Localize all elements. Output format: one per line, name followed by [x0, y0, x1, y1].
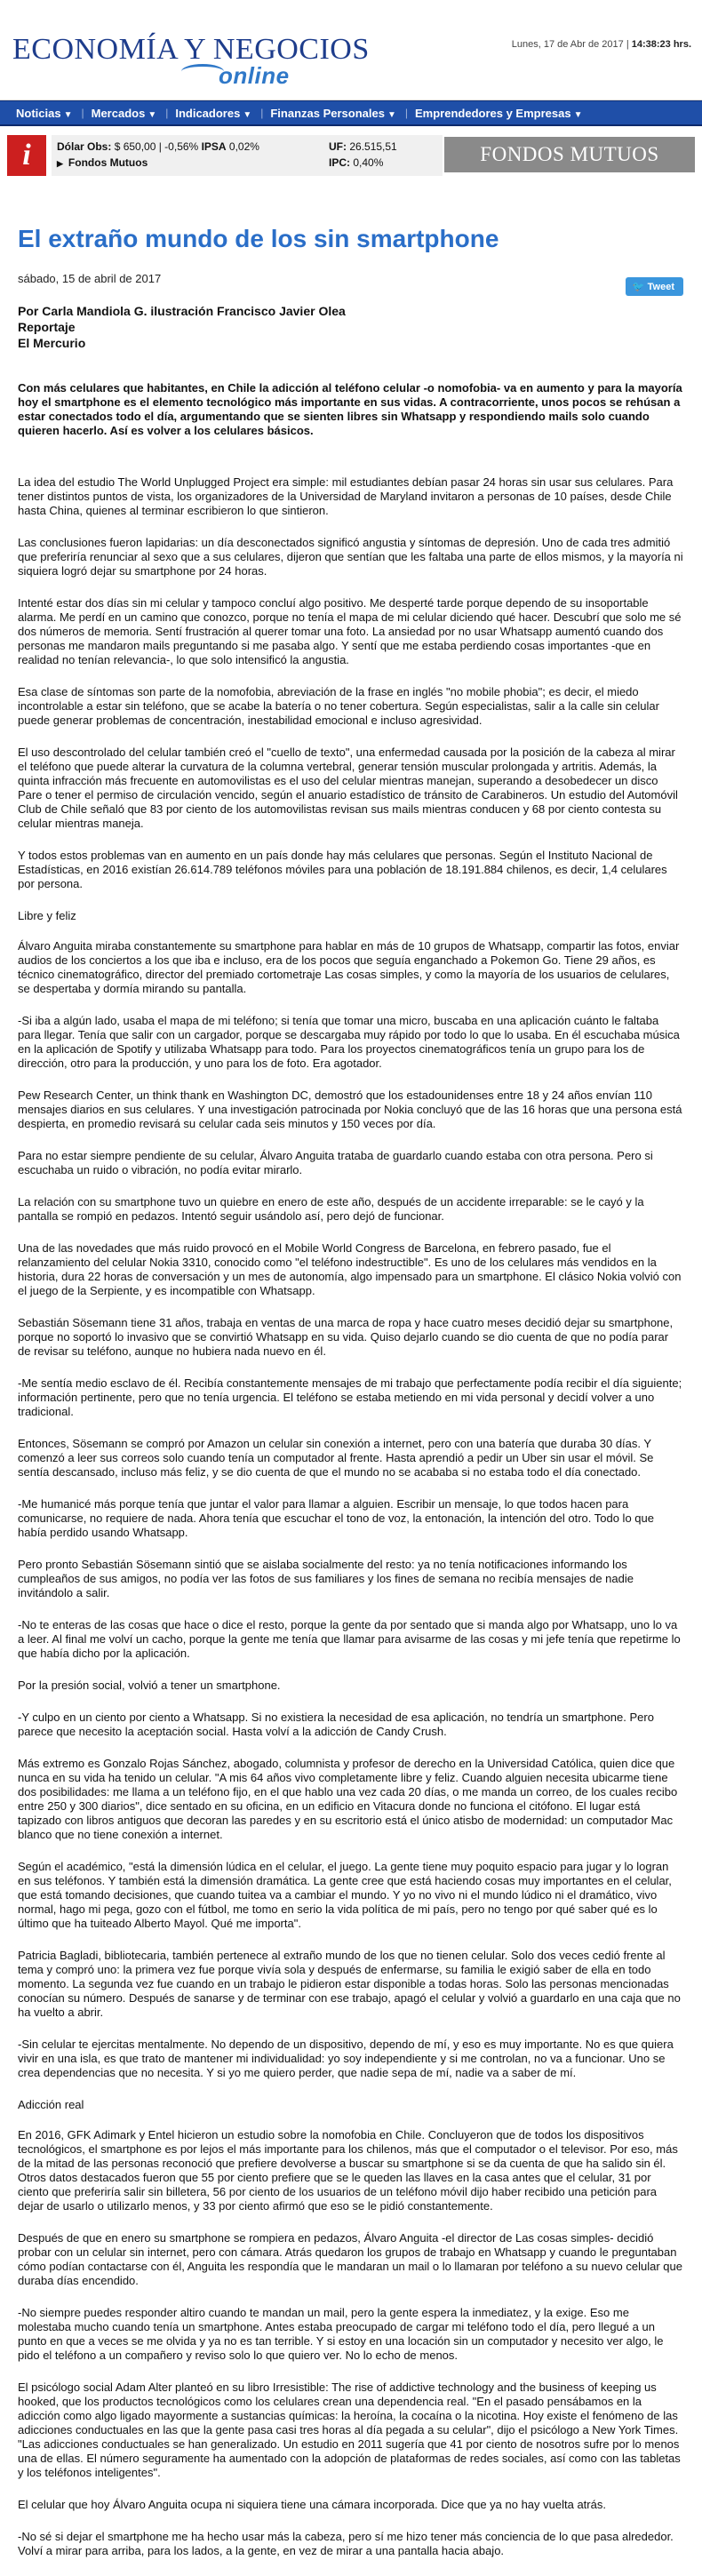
logo-main-text: ECONOMÍA Y NEGOCIOS — [12, 33, 370, 66]
nav-item-label: Mercados — [91, 106, 146, 120]
dolar-label: Dólar Obs: — [57, 140, 112, 153]
article-paragraph: Más extremo es Gonzalo Rojas Sánchez, abogado, columnista y profesor de derecho en la Universidad Católica, quien dice que nunca en su vida ha tenido un celular. "A mis 64 años vivo completamente libre y feliz. Cuando alguien necesita ubicarme tiene dos posibilidades: me llama a un teléfono fijo, en el que hablo una vez cada 20 días, o me manda un correo, de los cuales recibo entre 250 y 300 diarios", dice sentado en su oficina, en un edificio en Vitacura donde no funciona el citófono. El lugar está tapizado con libros antiguos que decoran las paredes y en su escritorio está el único atisbo de modernidad: un computador Mac blanco que no tiene conexión a internet. — [18, 1757, 678, 1841]
article-paragraph: Patricia Bagladi, bibliotecaria, también pertenece al extraño mundo de los que no tienen celular. Solo dos veces cedió frente al tema y compró uno: la primera vez fue porque vivía sola y después de enfermarse, su familia le exigió saber de ella en todo momento. La segunda vez fue cuando en un trabajo le pidieron estar disponible a todas horas. Solo las personas mencionadas conocían su número. Después de sanarse y de terminar con ese trabajo, apagó el celular y volvió a guardarlo en una caja que no ha vuelto a abrir. — [18, 1949, 681, 2019]
article-paragraph: Para no estar siempre pendiente de su celular, Álvaro Anguita trataba de guardarlo cuando estaba con otra persona. Pero si escuchaba un ruido o vibración, no podía evitar mirarlo. — [18, 1149, 653, 1176]
article-paragraph: Intenté estar dos días sin mi celular y tampoco concluí algo positivo. Me desperté tarde porque dependo de su insoportable alarma. Me perdí en un camino que conozco, porque no tenía el mapa de mi celular diciendo qué hacer. Descubrí que solo me sé dos números de memoria. Sentí frustración al querer tomar una foto. La ansiedad por no usar Whatsapp aumentó cuando dos personas me mandaron mails preguntando si me pasaba algo. Y sentí que me estaba perdiendo cosas importantes -que en realidad no tenían relevancia-, lo que solo intensificó la angustia. — [18, 596, 682, 666]
byline-author: Por Carla Mandiola G. ilustración Francisco Javier Olea — [18, 304, 346, 318]
nav-item-label: Emprendedores y Empresas — [415, 106, 571, 120]
logo-sub-text: online — [219, 62, 290, 89]
article-paragraph: El psicólogo social Adam Alter planteó en su libro Irresistible: The rise of addictive technology and the business of keeping us hooked, que los productos tecnológicos como los celulares crean una dependencia real. "En el pasado pensábamos en la adicción como algo ligado mayormente a sustancias químicas: la heroína, la cocaína o la nicotina. Hoy existe el fenómeno de las adicciones conductuales en las que la gente pasa casi tres horas al día pegada a su celular", dijo el psicólogo a New York Times. "Las adicciones conductuales se han generalizado. Un estudio en 2011 sugería que 41 por ciento de nosotros sufre por lo menos una de ellas. El número seguramente ha aumentado con la adopción de plataformas de redes sociales, así como con las tabletas y los teléfonos inteligentes". — [18, 2381, 681, 2479]
nav-separator: | — [165, 107, 169, 119]
article-byline — [18, 303, 684, 351]
ipsa-label: IPSA — [201, 140, 227, 153]
ticker-right — [329, 139, 397, 171]
tweet-button[interactable] — [626, 277, 683, 296]
nav-item-label: Finanzas Personales — [270, 106, 385, 120]
article-paragraph: El celular que hoy Álvaro Anguita ocupa ni siquiera tiene una cámara incorporada. Dice que ya no hay vuelta atrás. — [18, 2498, 606, 2511]
ipc-value: 0,40% — [353, 156, 384, 169]
article-paragraph: -No siempre puedes responder altiro cuando te mandan un mail, pero la gente espera la inmediatez, y la exige. Eso me molestaba mucho cuando tenía un smartphone. Antes estaba preocupado de cargar mi teléfono todo el día, pero llegué a un punto en que a veces se me olvida y ya no es tan terrible. Y si estoy en una locación sin un computador y necesito ver algo, le pido el teléfono a un compañero y reviso solo lo que quiero ver. No lo echo de menos. — [18, 2306, 664, 2362]
byline-section: Reportaje — [18, 320, 76, 334]
article-paragraph: Pero pronto Sebastián Sösemann sintió que se aislaba socialmente del resto: ya no tenía notificaciones informando los cumpleaños de sus amigos, no podía ver las fotos de sus familiares y los fines de semana no recibía mensajes de nadie invitándolo a salir. — [18, 1558, 634, 1599]
article-paragraph: -Me humanicé más porque tenía que juntar el valor para llamar a alguien. Escribir un mensaje, lo que todos hacen para comunicarse, no requiere de nada. Ahora tenía que escuchar el tono de voz, la entonación, la intención del otro. Todo lo que había perdido usando Whatsapp. — [18, 1497, 654, 1539]
fondos-mutuos-link[interactable] — [57, 155, 259, 171]
article-paragraph: -Y culpo en un ciento por ciento a Whatsapp. Si no existiera la necesidad de esa aplicación, no tendría un smartphone. Pero parece que necesito la aceptación social. Hasta volví a la adicción de Candy Crush. — [18, 1711, 654, 1738]
byline-source: El Mercurio — [18, 336, 86, 350]
article-date: sábado, 15 de abril de 2017 — [18, 272, 162, 285]
site-header — [0, 0, 702, 100]
ipc-label: IPC: — [329, 156, 350, 169]
nav-item-label: Noticias — [16, 106, 61, 120]
article-paragraph: -Si iba a algún lado, usaba el mapa de mi teléfono; si tenía que tomar una micro, buscaba en una aplicación cuánto le faltaba para llegar. Tenía que salir con un cargador, porque se descargaba muy rápido por todo lo que lo usaba. En él escuchaba música en la aplicación de Spotify y utilizaba Whatsapp para todo. Para los proyectos cinematográficos tenía un grupo para los de dirección, otro para la producción, y uno para los de foto. Era agotador. — [18, 1014, 680, 1070]
ipsa-value: 0,02% — [228, 140, 259, 153]
nav-item-finanzas-personales[interactable] — [263, 107, 405, 120]
fondos-mutuos-label: Fondos Mutuos — [68, 156, 148, 169]
uf-value: 26.515,51 — [349, 140, 397, 153]
ticker-body — [52, 135, 443, 176]
ticker-row-ipc — [329, 155, 397, 171]
nav-separator: | — [260, 107, 264, 119]
date-separator: | — [626, 39, 632, 50]
article-paragraph: Esa clase de síntomas son parte de la nomofobia, abreviación de la frase en inglés "no mobile phobia"; es decir, el miedo incontrolable a estar sin teléfono, que se acabe la batería o no tener cobertura. Según especialistas, salir a la calle sin celular puede generar problemas de concentración, inestabilidad emocional e incluso agresividad. — [18, 685, 659, 727]
article-lead: Con más celulares que habitantes, en Chile la adicción al teléfono celular -o nomofobia- va en aumento y para la mayoría hoy el smartphone es el elemento tecnológico más importante en sus vidas. A contracorriente, unos pocos se rehúsan a estar conectados todo el día, argumentando que se sienten libres sin Whatsapp y respondiendo mails solo cuando quieren hacerlo. Así es volver a los celulares básicos. — [18, 381, 682, 437]
logo-swash — [181, 64, 224, 79]
chevron-down-icon: ▼ — [63, 109, 73, 120]
chevron-down-icon: ▼ — [387, 109, 396, 120]
article-body — [18, 475, 684, 2558]
nav-item-mercados[interactable] — [84, 106, 169, 120]
nav-item-label: Indicadores — [175, 106, 241, 120]
nav-separator: | — [404, 107, 408, 119]
article-paragraph: Y todos estos problemas van en aumento en un país donde hay más celulares que personas. Según el Instituto Nacional de Estadísticas, en 2016 existían 26.614.789 teléfonos móviles para una población de 18.191.884 chilenos, es decir, 1,4 celulares por persona. — [18, 849, 667, 890]
article-paragraph: -No te enteras de las cosas que hace o dice el resto, porque la gente da por sentado que si manda algo por Whatsapp, uno lo va a leer. Al final me volví un cacho, porque la gente me tenía que llamar para avisarme de las cosas y mi jefe tenía que repetirme lo que había dicho por la aplicación. — [18, 1618, 681, 1660]
article-paragraph: -Me sentía medio esclavo de él. Recibía constantemente mensajes de mi trabajo que perfectamente podía recibir el día siguiente; información pertinente, pero que no tenía urgencia. El teléfono se estaba metiendo en mi vida personal y decidí volver a uno tradicional. — [18, 1376, 682, 1418]
info-icon[interactable]: i — [7, 135, 46, 176]
subhead-adiccion-real: Adicción real — [18, 2098, 84, 2111]
article-paragraph: Después de que en enero su smartphone se rompiera en pedazos, Álvaro Anguita -el director de Las cosas simples- decidió probar con un celular sin internet, pero con cámara. Atrás quedaron los grupos de trabajo en Whatsapp y cuando le preguntaban cómo podían contactarse con él, Anguita les respondía que le mandaran un mail o lo llamaran por teléfono a su nuevo celular que duraba días encendido. — [18, 2231, 682, 2287]
chevron-down-icon: ▼ — [148, 109, 157, 120]
article-paragraph: Sebastián Sösemann tiene 31 años, trabaja en ventas de una marca de ropa y hace cuatro meses decidió dejar su smartphone, porque no soportó lo invasivo que se convirtió Whatsapp en su vida. Quiso dejarlo cuando se dio cuenta de que no podía parar de revisar su teléfono, aunque no hubiera nada nuevo en él. — [18, 1316, 674, 1358]
article-paragraph: -No sé si dejar el smartphone me ha hecho usar más la cabeza, pero sí me hizo tener más conciencia de lo que pasa alrededor. Volví a mirar para arriba, para los lados, a la gente, en vez de mirar a una pantalla hacia abajo. — [18, 2530, 674, 2557]
main-nav — [0, 100, 702, 126]
article-paragraph: -Sin celular te ejercitas mentalmente. No dependo de un dispositivo, dependo de mí, y eso es muy importante. No es que quiera vivir en una isla, es que trato de mantener mi individualidad: yo soy independiente y si me controlan, no va a funcionar. Uno se crea dependencias que no necesita. Y si yo me quiero perder, que nadie sepa de mí, nadie va a saber de mí. — [18, 2038, 674, 2079]
nav-item-emprendedores[interactable] — [408, 107, 591, 120]
caret-right-icon: ▶ — [57, 159, 63, 168]
date-line — [512, 39, 691, 50]
article-paragraph: Álvaro Anguita miraba constantemente su smartphone para hablar en más de 10 grupos de Whatsapp, compartir las fotos, enviar audios de los conciertos a los que iba e incluso, era de los pocos que seguía enganchado a Pokemon Go. Tiene 29 años, es técnico cinematográfico, director del premiado cortometraje Las cosas simples, y como la mayoría de los usuarios de celulares, se despertaba y dormía mirando su pantalla. — [18, 939, 680, 995]
fondos-mutuos-banner[interactable]: FONDOS MUTUOS — [444, 137, 695, 172]
article — [0, 224, 702, 2558]
article-paragraph: El uso descontrolado del celular también creó el "cuello de texto", una enfermedad causada por la posición de la cabeza al mirar el teléfono que puede alterar la curvatura de la columna vertebral, generar tensión muscular prolongada y artritis. Además, la quinta infracción más frecuente en automovilistas es el uso del celular mientras manejan, superando a desobedecer un disco Pare o tener el permiso de circulación vencido, según el anuario estadístico de tránsito de Carabineros. Un estudio del Automóvil Club de Chile señaló que 83 por ciento de los automovilistas revisan sus mails mientras conducen y 68 por ciento contesta su celular mientras maneja. — [18, 746, 678, 830]
ticker-row-uf — [329, 139, 397, 155]
article-section-libre — [18, 939, 684, 2080]
nav-separator: | — [81, 107, 84, 119]
chevron-down-icon: ▼ — [573, 109, 583, 120]
current-time: 14:38:23 hrs. — [631, 39, 691, 50]
site-logo[interactable] — [12, 33, 370, 89]
article-paragraph: En 2016, GFK Adimark y Entel hicieron un estudio sobre la nomofobia en Chile. Concluyeron que de todos los dispositivos tecnológicos, el smartphone es por lejos el más importante para los chilenos, más que el computador o el televisor. Por eso, más de la mitad de las personas reconoció que prefiere devolverse a buscar su smartphone si se da cuenta de que ha salido sin él. Otros datos destacados fueron que 55 por ciento prefiere que se le queden las llaves en la casa antes que el celular, 31 por ciento que preferiría salir sin billetera, 56 por ciento de los usuarios de un teléfono móvil dijo haber recibido una petición para dejar de usarlo o utilizarlo menos, y 33 por ciento afirmó que eso se le pidió constantemente. — [18, 2128, 678, 2213]
ticker-row-dolar — [57, 139, 259, 155]
uf-label: UF: — [329, 140, 347, 153]
article-title: El extraño mundo de los sin smartphone — [18, 225, 499, 252]
article-paragraph: Por la presión social, volvió a tener un smartphone. — [18, 1679, 281, 1692]
article-paragraph: Las conclusiones fueron lapidarias: un día desconectados significó angustia y síntomas de depresión. Uno de cada tres admitió que preferiría renunciar al sexo que a sus celulares, dijeron que sentían que les faltaba una parte de ellos mismos, y la mayoría ni siquiera logró dejar su smartphone por 24 horas. — [18, 536, 683, 578]
article-paragraph: Pew Research Center, un think thank en Washington DC, demostró que los estadounidenses entre 18 y 24 años envían 110 mensajes diarios en sus celulares. Y una investigación patrocinada por Nokia concluyó que de las 16 horas que una persona está despierta, en promedio revisará su celular cada seis minutos y 150 veces por día. — [18, 1089, 682, 1130]
nav-item-noticias[interactable] — [9, 107, 81, 120]
article-paragraph: La relación con su smartphone tuvo un quiebre en enero de este año, después de un accidente irreparable: se le cayó y la pantalla se rompió en pedazos. Intentó seguir usándolo así, pero dejó de funcionar. — [18, 1195, 644, 1223]
ticker-left — [57, 139, 259, 171]
article-paragraph: Una de las novedades que más ruido provocó en el Mobile World Congress de Barcelona, en febrero pasado, fue el relanzamiento del celular Nokia 3310, conocido como "el teléfono indestructible". Es uno de los celulares más vendidos en la historia, dura 22 horas de conversación y un mes de autonomía, algo impensado para un smartphone. El clásico Nokia volvió con el juego de la Serpiente, y es incompatible con Whatsapp. — [18, 1241, 682, 1297]
chevron-down-icon: ▼ — [243, 109, 252, 120]
current-date: Lunes, 17 de Abr de 2017 — [511, 39, 624, 50]
article-paragraph: La idea del estudio The World Unplugged Project era simple: mil estudiantes debían pasar 24 horas sin usar sus celulares. Para tener distintos puntos de vista, los organizadores de la Universidad de Maryland invitaron a personas de 10 países, desde Chile hasta China, quienes al terminar escribieron lo que sintieron. — [18, 475, 674, 517]
tweet-label: Tweet — [647, 282, 674, 292]
article-section-adiccion — [18, 2128, 684, 2558]
subhead-libre-y-feliz: Libre y feliz — [18, 909, 76, 922]
article-paragraph: Según el académico, "está la dimensión lúdica en el celular, el juego. La gente tiene muy poquito espacio para jugar y lo logran en sus teléfonos. Y también está la dimensión dramática. La gente cree que está haciendo cosas muy importantes en el celular, que está tomando decisiones, que cuando tuitea va a cambiar el mundo. Y yo no vivo ni el mundo lúdico ni el dramático, vivo normal, hago mi pega, gozo con el fútbol, me tomo en serio la vida política de mi país, pero no tengo por qué saber qué es lo último que ha tuiteado Alberto Mayol. Qué me importa". — [18, 1860, 672, 1930]
twitter-bird-icon: 🐦 — [632, 282, 645, 292]
dolar-value: $ 650,00 | -0,56% — [114, 140, 199, 153]
nav-item-indicadores[interactable] — [168, 107, 260, 120]
article-paragraph: Entonces, Sösemann se compró por Amazon un celular sin conexión a internet, pero con una batería que duraba 30 días. Y comenzó a leer sus correos solo cuando tenía un computador al frente. Hasta aprendió a pedir un Uber sin usar el móvil. Se sentía descansado, incluso más feliz, y se dio cuenta de que el mundo no se acababa si no estaba todo el día conectado. — [18, 1437, 654, 1479]
market-ticker — [7, 133, 695, 178]
article-section-intro — [18, 475, 684, 891]
